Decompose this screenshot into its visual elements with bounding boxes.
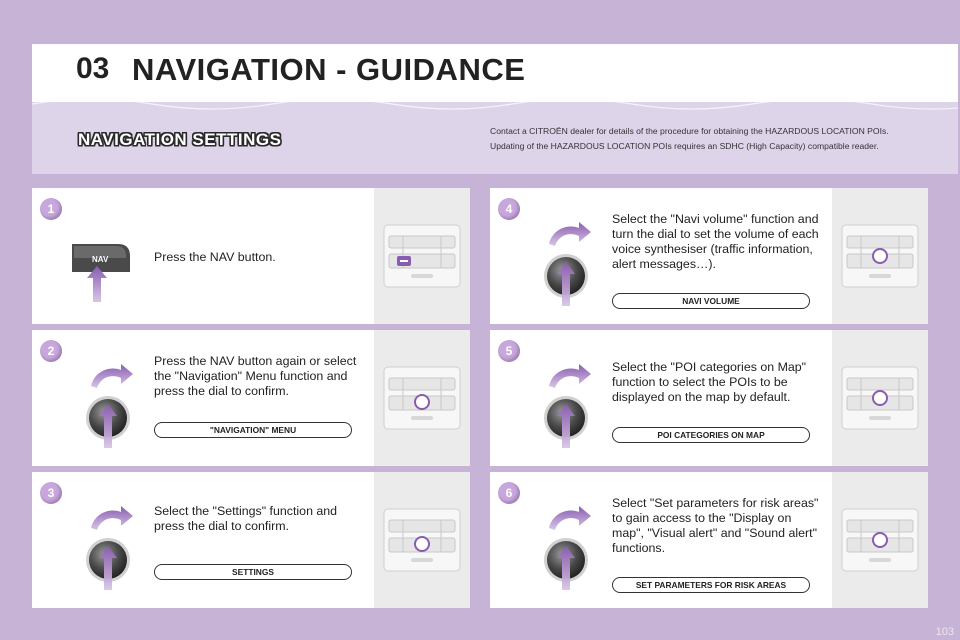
page-title: NAVIGATION - GUIDANCE	[132, 52, 526, 87]
rotary-dial-icon	[535, 502, 597, 592]
highlight-marker	[397, 256, 411, 266]
step-text: Select the "Navi volume" function and turn the dial to set the volume of each voice synthesiser (traffic information, alert messages…).	[612, 212, 819, 271]
header-notch	[0, 44, 32, 102]
radio-thumbnail	[832, 472, 928, 608]
step-number-badge: 5	[498, 340, 520, 362]
section-title: NAVIGATION SETTINGS	[78, 130, 282, 149]
step-number-badge: 1	[40, 198, 62, 220]
section-notes	[490, 124, 950, 154]
menu-label: NAVI VOLUME	[612, 293, 810, 309]
highlight-marker	[414, 536, 430, 552]
note-line: Contact a CITROËN dealer for details of the procedure for obtaining the HAZARDOUS LOCATION POIs.	[490, 126, 889, 136]
step-number-badge: 3	[40, 482, 62, 504]
highlight-marker	[872, 248, 888, 264]
rotary-dial-icon	[77, 360, 139, 450]
highlight-marker	[872, 532, 888, 548]
chapter-number: 03	[76, 52, 110, 85]
section-band	[32, 102, 958, 174]
step-panel-6	[490, 472, 928, 608]
step-panel-2	[32, 330, 470, 466]
step-panel-5	[490, 330, 928, 466]
radio-thumbnail	[832, 330, 928, 466]
radio-panel-icon	[383, 224, 461, 288]
step-text: Select the "POI categories on Map" function to select the POIs to be displayed on the map by default.	[612, 360, 807, 404]
step-panel-1	[32, 188, 470, 324]
rotary-dial-icon	[535, 360, 597, 450]
highlight-marker	[414, 394, 430, 410]
step-text: Select the "Settings" function and press the dial to confirm.	[154, 504, 338, 533]
menu-label: "NAVIGATION" MENU	[154, 422, 352, 438]
radio-thumbnail	[374, 330, 470, 466]
radio-thumbnail	[832, 188, 928, 324]
press-arrow-icon	[86, 266, 108, 302]
step-text: Press the NAV button.	[154, 250, 276, 264]
step-panel-3	[32, 472, 470, 608]
step-text: Select "Set parameters for risk areas" to gain access to the "Display on map", "Visual alert" and "Sound alert" functions.	[612, 496, 819, 555]
decorative-wave	[32, 92, 958, 116]
rotary-dial-icon	[77, 502, 139, 592]
menu-label: SETTINGS	[154, 564, 352, 580]
step-number-badge: 4	[498, 198, 520, 220]
menu-label: POI CATEGORIES ON MAP	[612, 427, 810, 443]
step-number-badge: 2	[40, 340, 62, 362]
page-number: 103	[935, 626, 954, 638]
menu-label: SET PARAMETERS FOR RISK AREAS	[612, 577, 810, 593]
note-line: Updating of the HAZARDOUS LOCATION POIs requires an SDHC (High Capacity) compatible reader.	[490, 141, 879, 151]
step-panel-4	[490, 188, 928, 324]
step-text: Press the NAV button again or select the "Navigation" Menu function and press the dial to confirm.	[154, 354, 357, 398]
radio-thumbnail	[374, 188, 470, 324]
highlight-marker	[872, 390, 888, 406]
rotary-dial-icon	[535, 218, 597, 308]
step-number-badge: 6	[498, 482, 520, 504]
nav-button-label: NAV	[92, 255, 109, 264]
radio-thumbnail	[374, 472, 470, 608]
